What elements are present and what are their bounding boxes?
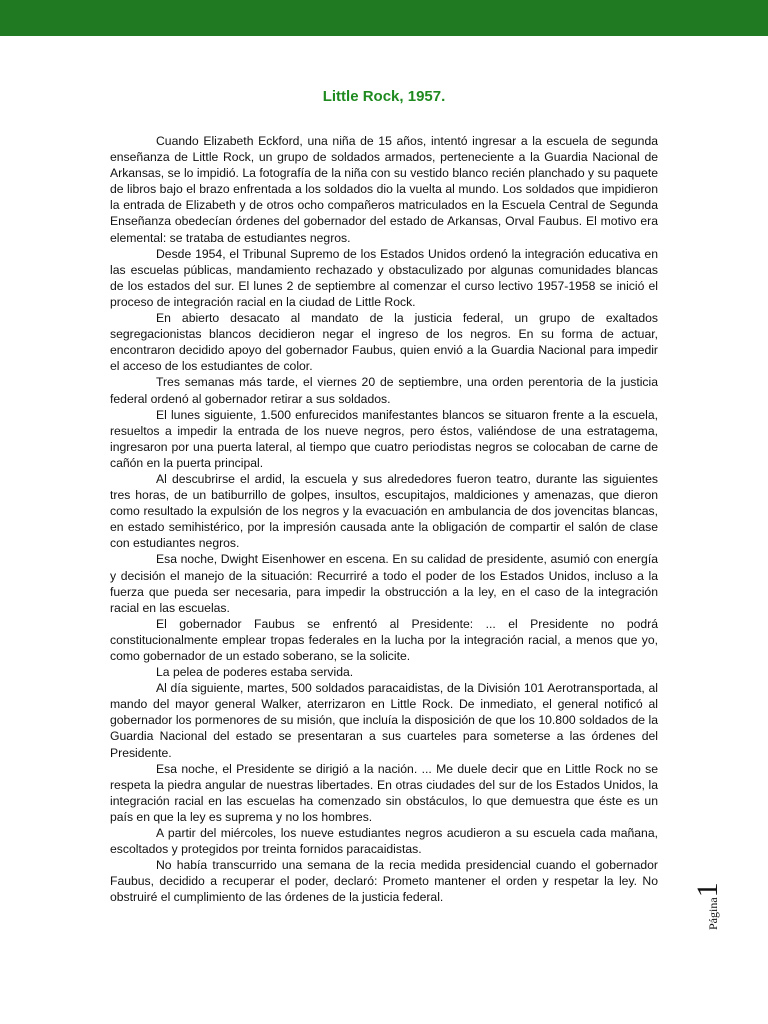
page-number <box>693 870 739 930</box>
paragraph: No había transcurrido una semana de la recia medida presidencial cuando el gobernador Faubus, decidido a recuperar el poder, declaró: Prometo mantener el orden y respetar la ley. No obstruiré el cumplimiento de las órdenes de la justicia federal. <box>110 858 658 905</box>
paragraph: Cuando Elizabeth Eckford, una niña de 15 años, intentó ingresar a la escuela de segunda enseñanza de Little Rock, un grupo de soldados armados, perteneciente a la Guardia Nacional de Arkansas, se lo impidió. La fotografía de la niña con su vestido blanco recién planchado y su paquete de libros bajo el brazo enfrentada a los soldados dio la vuelta al mundo. Los soldados que impidieron la entrada de Elizabeth y de otros ocho compañeros matriculados en la Escuela Central de Segunda Enseñanza obedecían órdenes del gobernador del estado de Arkansas, Orval Faubus. El motivo era elemental: se trataba de estudiantes negros. <box>110 134 658 245</box>
paragraph: Al día siguiente, martes, 500 soldados paracaidistas, de la División 101 Aerotransportada, al mando del mayor general Walker, aterrizaron en Little Rock. De inmediato, el general notificó al gobernador los pormenores de su misión, que incluía la disposición de que los 10.800 soldados de la Guardia Nacional del estado se presentaran a sus cuarteles para someterse a las órdenes del Presidente. <box>110 681 658 760</box>
page-number-label: Página <box>706 897 720 930</box>
page-number-value: 1 <box>691 882 724 898</box>
header-color-band <box>0 0 768 36</box>
paragraph: A partir del miércoles, los nueve estudiantes negros acudieron a su escuela cada mañana, escoltados y protegidos por treinta fornidos paracaidistas. <box>110 826 658 857</box>
paragraph: Desde 1954, el Tribunal Supremo de los Estados Unidos ordenó la integración educativa en las escuelas públicas, mandamiento rechazado y obstaculizado por algunas comunidades blancas de los estados del sur. El lunes 2 de septiembre al comenzar el curso lectivo 1957-1958 se inició el proceso de integración racial en la ciudad de Little Rock. <box>110 246 658 309</box>
paragraph: El lunes siguiente, 1.500 enfurecidos manifestantes blancos se situaron frente a la escuela, resueltos a impedir la entrada de los nueve negros, pero éstos, valiéndose de una estratagema, ingresaron por una puerta lateral, al tiempo que cuatro periodistas negros se colocaban de carne de cañón en la puerta principal. <box>110 407 658 470</box>
page-title: Little Rock, 1957. <box>322 88 446 105</box>
paragraph: Esa noche, Dwight Eisenhower en escena. En su calidad de presidente, asumió con energía y decisión el manejo de la situación: Recurriré a todo el poder de los Estados Unidos, incluso a la fuerza que pueda ser necesaria, para impedir la obstrucción a la ley, en el caso de la integración racial en las escuelas. <box>110 552 658 615</box>
paragraph: Esa noche, el Presidente se dirigió a la nación. ... Me duele decir que en Little Rock no se respeta la piedra angular de nuestras libertades. En otras ciudades del sur de los Estados Unidos, la integración racial en las escuelas ha comenzado sin obstáculos, lo que demuestra que éste es un país en que la ley es suprema y no los hombres. <box>110 761 658 824</box>
paragraph: La pelea de poderes estaba servida. <box>156 665 354 680</box>
paragraph: En abierto desacato al mandato de la justicia federal, un grupo de exaltados segregacionistas blancos decidieron negar el ingreso de los negros. En su forma de actuar, encontraron decidido apoyo del gobernador Faubus, quien envió a la Guardia Nacional para impedir el acceso de los estudiantes de color. <box>110 311 658 374</box>
paragraph: Tres semanas más tarde, el viernes 20 de septiembre, una orden perentoria de la justicia federal ordenó al gobernador retirar a sus soldados. <box>110 375 658 406</box>
document-body <box>110 133 658 906</box>
paragraph: El gobernador Faubus se enfrentó al Presidente: ... el Presidente no podrá constitucionalmente emplear tropas federales en la lucha por la integración racial, a menos que yo, como gobernador de un estado soberano, se la solicite. <box>110 616 658 663</box>
paragraph: Al descubrirse el ardid, la escuela y sus alrededores fueron teatro, durante las siguientes tres horas, de un batiburrillo de golpes, insultos, escupitajos, maldiciones y amenazas, que dieron como resultado la expulsión de los negros y la evacuación en ambulancia de dos jovencitas blancas, en estado semihistérico, por la impresión causada ante la obligación de compartir el salón de clase con estudiantes negros. <box>110 471 658 551</box>
